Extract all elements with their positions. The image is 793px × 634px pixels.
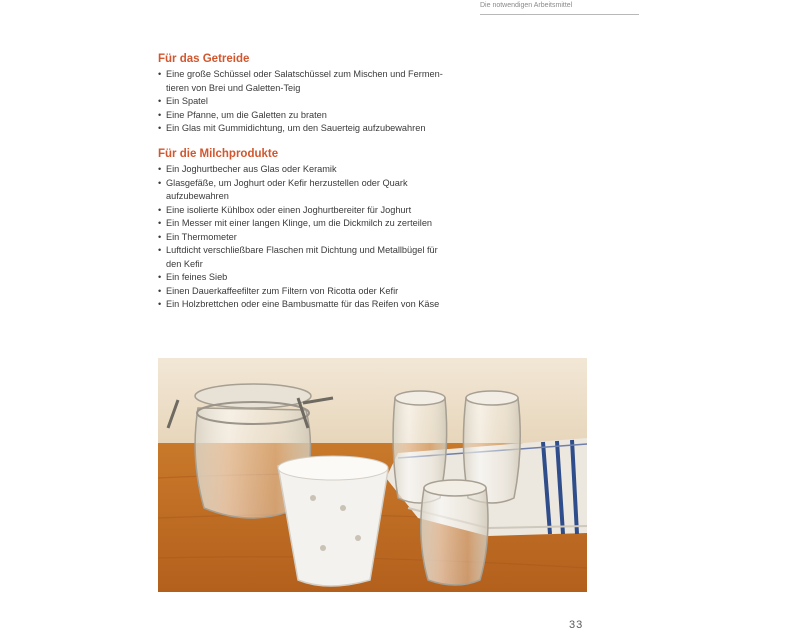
- section-title: Für die Milchprodukte: [158, 148, 279, 160]
- photo-glass-jars-icon: [158, 358, 587, 592]
- list-item: • Glasgefäße, um Joghurt oder Kefir herzustellen oder Quark aufzubewahren: [158, 177, 498, 204]
- list-item: • Einen Dauerkaffeefilter zum Filtern von Ricotta oder Kefir: [158, 285, 498, 299]
- section-title: Für das Getreide: [158, 53, 250, 65]
- running-header: Die notwendigen Arbeitsmittel: [480, 2, 639, 15]
- section-grain: [158, 52, 498, 136]
- equipment-photo: [158, 358, 587, 592]
- list-item: • Ein feines Sieb: [158, 271, 498, 285]
- list-item: • Ein Glas mit Gummidichtung, um den Sauerteig aufzubewahren: [158, 122, 498, 136]
- list-item: • Ein Spatel: [158, 95, 498, 109]
- list-item: • Ein Holzbrettchen oder eine Bambusmatte für das Reifen von Käse: [158, 298, 498, 312]
- page-number: 33: [569, 619, 584, 631]
- equipment-list: [158, 68, 498, 136]
- list-item: • Ein Thermometer: [158, 231, 498, 245]
- list-item: • Eine Pfanne, um die Galetten zu braten: [158, 109, 498, 123]
- list-item: • Luftdicht verschließbare Flaschen mit Dichtung und Metallbügel für den Kefir: [158, 244, 498, 271]
- list-item: • Ein Messer mit einer langen Klinge, um die Dickmilch zu zerteilen: [158, 217, 498, 231]
- section-dairy: [158, 147, 498, 312]
- equipment-list: [158, 163, 498, 312]
- list-item: • Eine große Schüssel oder Salatschüssel zum Mischen und Fermen- tieren von Brei und Galetten-Teig: [158, 68, 498, 95]
- list-item: • Eine isolierte Kühlbox oder einen Joghurtbereiter für Joghurt: [158, 204, 498, 218]
- list-item: • Ein Joghurtbecher aus Glas oder Keramik: [158, 163, 498, 177]
